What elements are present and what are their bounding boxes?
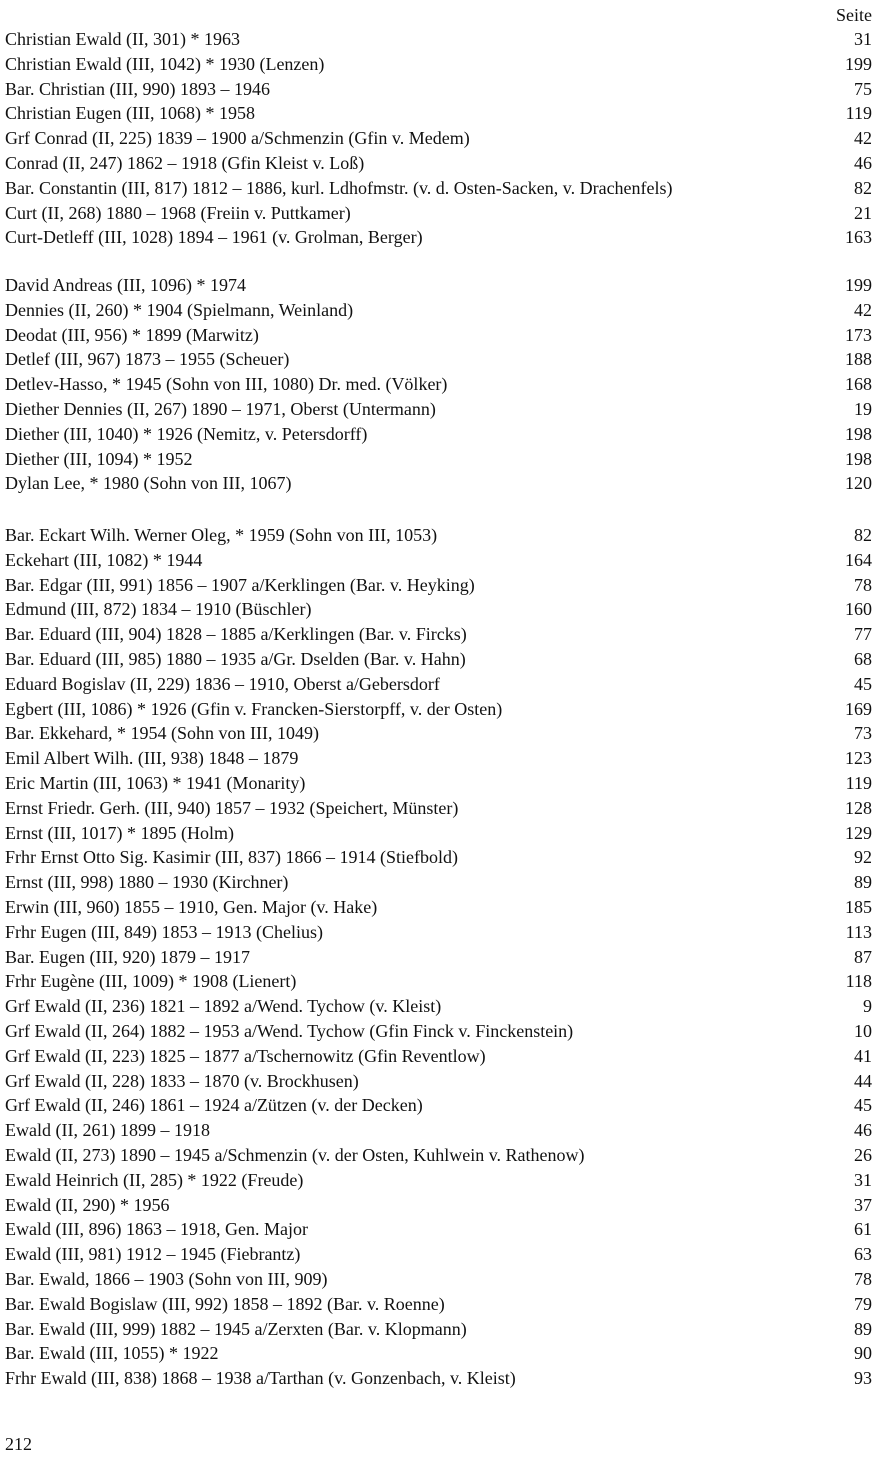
index-entry [5, 1292, 872, 1317]
entry-name: Ewald (II, 261) 1899 – 1918 [5, 1120, 210, 1141]
entry-page-number: 168 [845, 374, 872, 395]
entry-page-number: 63 [854, 1244, 872, 1265]
index-entry [5, 721, 872, 746]
index-entry [5, 672, 872, 697]
entry-page-number: 75 [854, 78, 872, 99]
index-group-e [5, 523, 872, 1391]
entry-name: Detlef (III, 967) 1873 – 1955 (Scheuer) [5, 349, 290, 370]
entry-name: Ernst Friedr. Gerh. (III, 940) 1857 – 1932 (Speichert, Münster) [5, 797, 459, 818]
entry-page-number: 90 [854, 1343, 872, 1364]
index-entry [5, 870, 872, 895]
entry-name: Bar. Eugen (III, 920) 1879 – 1917 [5, 946, 250, 967]
entry-name: Diether (III, 1040) * 1926 (Nemitz, v. Petersdorff) [5, 423, 368, 444]
index-entry [5, 1069, 872, 1094]
index-entry [5, 225, 872, 250]
index-entry [5, 1317, 872, 1342]
entry-page-number: 31 [854, 1169, 872, 1190]
entry-name: Grf Ewald (II, 228) 1833 – 1870 (v. Brockhusen) [5, 1070, 359, 1091]
entry-page-number: 188 [845, 349, 872, 370]
entry-name: Curt (II, 268) 1880 – 1968 (Freiin v. Puttkamer) [5, 202, 351, 223]
index-entry [5, 447, 872, 472]
entry-name: Ernst (III, 1017) * 1895 (Holm) [5, 822, 234, 843]
entry-page-number: 129 [845, 822, 872, 843]
entry-page-number: 123 [845, 748, 872, 769]
index-entry [5, 27, 872, 52]
entry-page-number: 169 [845, 698, 872, 719]
entry-page-number: 92 [854, 847, 872, 868]
entry-name: Grf Ewald (II, 246) 1861 – 1924 a/Zützen (v. der Decken) [5, 1095, 423, 1116]
index-entry [5, 1019, 872, 1044]
entry-page-number: 199 [845, 275, 872, 295]
entry-name: Frhr Eugen (III, 849) 1853 – 1913 (Chelius) [5, 921, 323, 942]
index-entry [5, 796, 872, 821]
entry-name: Emil Albert Wilh. (III, 938) 1848 – 1879 [5, 748, 299, 769]
entry-name: Bar. Ewald, 1866 – 1903 (Sohn von III, 909) [5, 1268, 328, 1289]
entry-page-number: 78 [854, 1268, 872, 1289]
entry-page-number: 42 [854, 299, 872, 320]
index-entry [5, 597, 872, 622]
index-entry [5, 1341, 872, 1366]
index-group-c [5, 27, 872, 250]
entry-page-number: 10 [854, 1020, 872, 1041]
entry-page-number: 21 [854, 202, 872, 223]
index-entry [5, 746, 872, 771]
entry-name: Curt-Detleff (III, 1028) 1894 – 1961 (v. Grolman, Berger) [5, 227, 423, 248]
entry-name: Conrad (II, 247) 1862 – 1918 (Gfin Kleist v. Loß) [5, 152, 365, 173]
index-entry [5, 422, 872, 447]
index-entry [5, 548, 872, 573]
index-entry [5, 821, 872, 846]
page-number: 212 [5, 1434, 32, 1454]
entry-page-number: 31 [854, 29, 872, 49]
entry-name: Bar. Ewald Bogislaw (III, 992) 1858 – 1892 (Bar. v. Roenne) [5, 1293, 445, 1314]
index-entry [5, 945, 872, 970]
entry-page-number: 198 [845, 423, 872, 444]
index-entry [5, 1044, 872, 1069]
entry-name: Grf Ewald (II, 264) 1882 – 1953 a/Wend. Tychow (Gfin Finck v. Finckenstein) [5, 1020, 574, 1041]
entry-name: Frhr Ernst Otto Sig. Kasimir (III, 837) 1866 – 1914 (Stiefbold) [5, 847, 458, 868]
index-entry [5, 523, 872, 548]
entry-name: Diether (III, 1094) * 1952 [5, 448, 193, 469]
index-entry [5, 1242, 872, 1267]
index-entry [5, 151, 872, 176]
index-entry [5, 1193, 872, 1218]
index-entry [5, 1267, 872, 1292]
entry-page-number: 89 [854, 872, 872, 893]
entry-name: Ewald (II, 273) 1890 – 1945 a/Schmenzin (v. der Osten, Kuhlwein v. Rathenow) [5, 1144, 585, 1165]
entry-name: Erwin (III, 960) 1855 – 1910, Gen. Major (v. Hake) [5, 896, 378, 917]
entry-page-number: 61 [854, 1219, 872, 1240]
entry-name: Edmund (III, 872) 1834 – 1910 (Büschler) [5, 599, 312, 620]
index-entry [5, 771, 872, 796]
entry-name: Deodat (III, 956) * 1899 (Marwitz) [5, 324, 259, 345]
entry-page-number: 78 [854, 574, 872, 595]
entry-page-number: 26 [854, 1144, 872, 1165]
entry-name: Bar. Eduard (III, 904) 1828 – 1885 a/Kerklingen (Bar. v. Fircks) [5, 624, 467, 645]
entry-name: Christian Eugen (III, 1068) * 1958 [5, 103, 255, 124]
index-entry [5, 647, 872, 672]
index-entry [5, 920, 872, 945]
entry-name: Dennies (II, 260) * 1904 (Spielmann, Weinland) [5, 299, 354, 320]
index-entry [5, 895, 872, 920]
entry-name: Bar. Ewald (III, 999) 1882 – 1945 a/Zerxten (Bar. v. Klopmann) [5, 1318, 467, 1339]
entry-page-number: 93 [854, 1368, 872, 1389]
entry-page-number: 87 [854, 946, 872, 967]
index-entry [5, 52, 872, 77]
entry-page-number: 185 [845, 896, 872, 917]
entry-page-number: 45 [854, 673, 872, 694]
index-group-d [5, 273, 872, 496]
entry-page-number: 79 [854, 1293, 872, 1314]
entry-name: Eduard Bogislav (II, 229) 1836 – 1910, Oberst a/Gebersdorf [5, 673, 440, 694]
entry-page-number: 82 [854, 177, 872, 198]
entry-name: Bar. Eduard (III, 985) 1880 – 1935 a/Gr. Dselden (Bar. v. Hahn) [5, 648, 466, 669]
index-entry [5, 622, 872, 647]
entry-page-number: 199 [845, 53, 872, 74]
entry-page-number: 19 [854, 398, 872, 419]
entry-page-number: 89 [854, 1318, 872, 1339]
entry-page-number: 173 [845, 324, 872, 345]
index-entry [5, 471, 872, 496]
entry-name: Bar. Ewald (III, 1055) * 1922 [5, 1343, 219, 1364]
index-entry [5, 969, 872, 994]
entry-page-number: 163 [845, 227, 872, 248]
entry-page-number: 164 [845, 549, 872, 570]
entry-name: Frhr Ewald (III, 838) 1868 – 1938 a/Tarthan (v. Gonzenbach, v. Kleist) [5, 1368, 516, 1389]
entry-page-number: 128 [845, 797, 872, 818]
entry-name: Detlev-Hasso, * 1945 (Sohn von III, 1080) Dr. med. (Völker) [5, 374, 448, 395]
page-column-header: Seite [836, 5, 872, 25]
entry-name: Bar. Ekkehard, * 1954 (Sohn von III, 1049) [5, 723, 319, 744]
entry-page-number: 42 [854, 128, 872, 149]
entry-name: Ewald (II, 290) * 1956 [5, 1194, 170, 1215]
index-entry [5, 101, 872, 126]
index-entry [5, 1093, 872, 1118]
index-entry [5, 697, 872, 722]
entry-name: Eckehart (III, 1082) * 1944 [5, 549, 203, 570]
index-entry [5, 323, 872, 348]
entry-page-number: 9 [863, 996, 872, 1017]
entry-name: Bar. Edgar (III, 991) 1856 – 1907 a/Kerklingen (Bar. v. Heyking) [5, 574, 475, 595]
entry-page-number: 46 [854, 1120, 872, 1141]
entry-name: Christian Ewald (III, 1042) * 1930 (Lenzen) [5, 53, 325, 74]
entry-page-number: 44 [854, 1070, 872, 1091]
entry-name: Diether Dennies (II, 267) 1890 – 1971, Oberst (Untermann) [5, 398, 436, 419]
index-entry [5, 126, 872, 151]
index-entry [5, 994, 872, 1019]
entry-page-number: 119 [845, 103, 872, 124]
entry-name: Bar. Eckart Wilh. Werner Oleg, * 1959 (Sohn von III, 1053) [5, 525, 438, 545]
entry-name: Eric Martin (III, 1063) * 1941 (Monarity) [5, 772, 306, 793]
index-entry [5, 397, 872, 422]
entry-name: Christian Ewald (II, 301) * 1963 [5, 29, 240, 49]
index-entry [5, 1366, 872, 1391]
index-entry [5, 201, 872, 226]
index-entry [5, 1168, 872, 1193]
index-entry [5, 845, 872, 870]
entry-name: David Andreas (III, 1096) * 1974 [5, 275, 246, 295]
index-entry [5, 1217, 872, 1242]
entry-page-number: 120 [845, 473, 872, 494]
index-entry [5, 77, 872, 102]
entry-page-number: 37 [854, 1194, 872, 1215]
index-entry [5, 1143, 872, 1168]
entry-page-number: 68 [854, 648, 872, 669]
entry-page-number: 113 [845, 921, 872, 942]
index-entry [5, 573, 872, 598]
entry-name: Ernst (III, 998) 1880 – 1930 (Kirchner) [5, 872, 289, 893]
entry-page-number: 45 [854, 1095, 872, 1116]
index-entry [5, 298, 872, 323]
entry-name: Bar. Constantin (III, 817) 1812 – 1886, kurl. Ldhofmstr. (v. d. Osten-Sacken, v. Drachenfels) [5, 177, 673, 198]
entry-name: Ewald Heinrich (II, 285) * 1922 (Freude) [5, 1169, 304, 1190]
entry-page-number: 82 [854, 525, 872, 545]
entry-page-number: 119 [845, 772, 872, 793]
entry-name: Frhr Eugène (III, 1009) * 1908 (Lienert) [5, 971, 297, 992]
entry-name: Dylan Lee, * 1980 (Sohn von III, 1067) [5, 473, 292, 494]
index-entry [5, 1118, 872, 1143]
entry-page-number: 198 [845, 448, 872, 469]
entry-page-number: 46 [854, 152, 872, 173]
index-entry [5, 273, 872, 298]
entry-name: Grf Ewald (II, 223) 1825 – 1877 a/Tschernowitz (Gfin Reventlow) [5, 1045, 486, 1066]
entry-name: Bar. Christian (III, 990) 1893 – 1946 [5, 78, 270, 99]
index-entry [5, 176, 872, 201]
entry-name: Ewald (III, 981) 1912 – 1945 (Fiebrantz) [5, 1244, 301, 1265]
index-entry [5, 347, 872, 372]
entry-page-number: 73 [854, 723, 872, 744]
entry-page-number: 77 [854, 624, 872, 645]
entry-name: Grf Ewald (II, 236) 1821 – 1892 a/Wend. Tychow (v. Kleist) [5, 996, 442, 1017]
entry-page-number: 160 [845, 599, 872, 620]
entry-name: Egbert (III, 1086) * 1926 (Gfin v. Francken-Sierstorpff, v. der Osten) [5, 698, 503, 719]
entry-page-number: 41 [854, 1045, 872, 1066]
index-entry [5, 372, 872, 397]
entry-name: Ewald (III, 896) 1863 – 1918, Gen. Major [5, 1219, 308, 1240]
entry-name: Grf Conrad (II, 225) 1839 – 1900 a/Schmenzin (Gfin v. Medem) [5, 128, 470, 149]
entry-page-number: 118 [845, 971, 872, 992]
